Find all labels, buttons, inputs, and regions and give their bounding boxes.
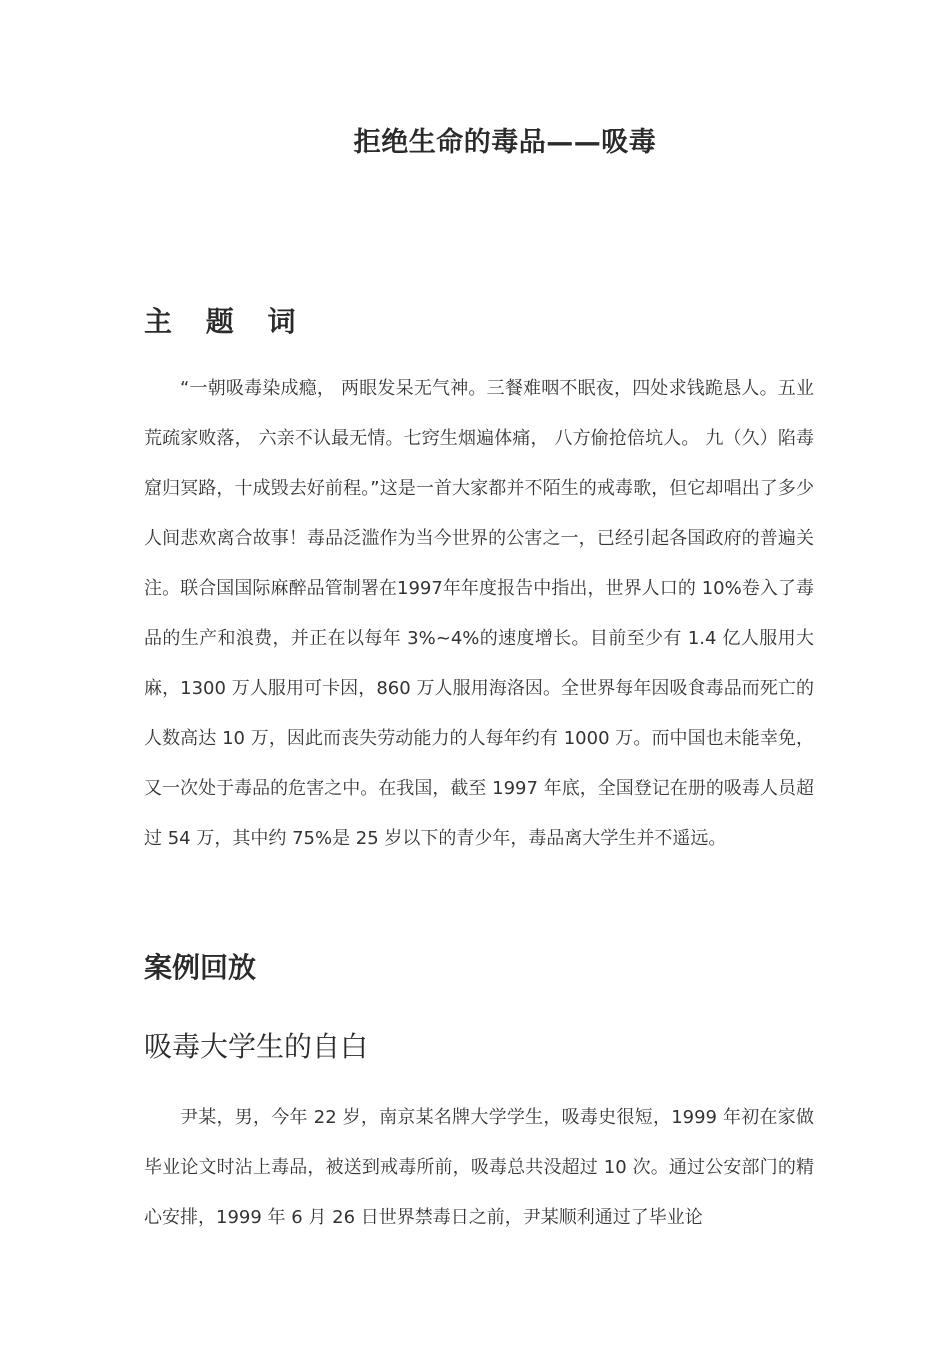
case-paragraph: 尹某，男，今年 22 岁，南京某名牌大学学生，吸毒史很短，1999 年初在家做毕业论文时沾上毒品，被送到戒毒所前，吸毒总共没超过 10 次。通过公安部门的精心安排，1999 年 6 月 26 日世界禁毒日之前，尹某顺利通过了毕业论 [144,1107,814,1228]
case-section [144,1093,814,1243]
case-heading: 案例回放 [144,951,257,984]
document-title: 拒绝生命的毒品——吸毒 [353,127,657,158]
keywords-heading: 主 题 词 [144,305,308,338]
intro-paragraph: “一朝吸毒染成瘾， 两眼发呆无气神。三餐难咽不眠夜，四处求钱跪恳人。五业荒疏家败落， 六亲不认最无情。七窍生烟遍体痛， 八方偷抢倍坑人。 九（久）陷毒窟归冥路，十成毁去好前程。”这是一首大家都并不陌生的戒毒歌，但它却唱出了多少人间悲欢离合故事！毒品泛滥作为当今世界的公害之一，已经引起各国政府的普遍关注。联合国国际麻醉品管制署在1997年年度报告中指出，世界人口的 10%卷入了毒品的生产和浪费，并正在以每年 3%~4%的速度增长。目前至少有 1.4 亿人服用大麻，1300 万人服用可卡因，860 万人服用海洛因。全世界每年因吸食毒品而死亡的人数高达 10 万，因此而丧失劳动能力的人每年约有 1000 万。而中国也未能幸免，又一次处于毒品的危害之中。在我国，截至 1997 年底，全国登记在册的吸毒人员超过 54 万，其中约 75%是 25 岁以下的青少年，毒品离大学生并不遥远。 [144,378,814,849]
case-subheading: 吸毒大学生的自白 [144,1030,369,1063]
intro-section [144,364,814,864]
